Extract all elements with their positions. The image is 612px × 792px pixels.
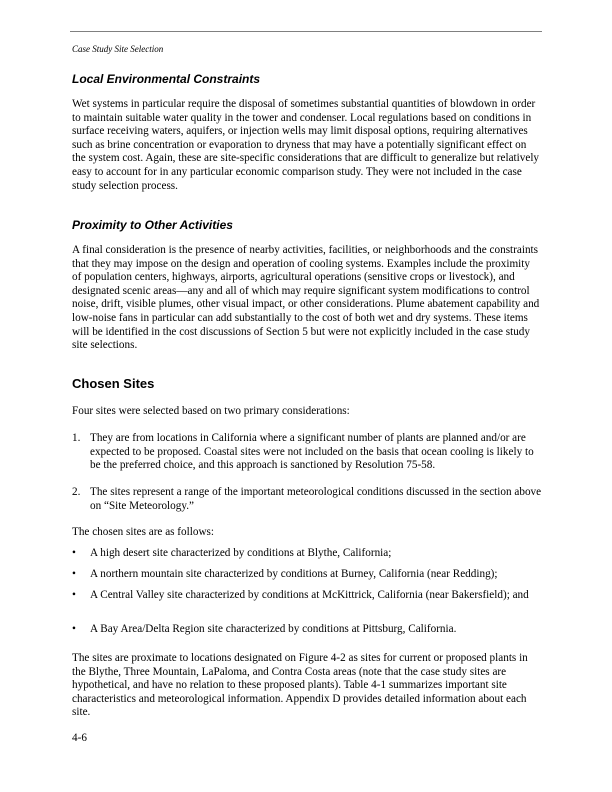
paragraph-local-environmental: Wet systems in particular require the disposal of sometimes substantial quantities of blowdown in order to maintain suitable water quality in the tower and condenser. Local regulations based on conditions in surface receiving waters, aquifers, or injection wells may limit disposal options, requiring alternatives such as brine concentration or evaporation to dryness that may have a potentially significant effect on the system cost. Again, these are site-specific considerations that are difficult to generalize but relatively easy to account for in any particular economic comparison study. They were not included in the case study selection process. [72, 98, 540, 192]
list-number: 1. [72, 432, 81, 444]
running-head: Case Study Site Selection [72, 44, 164, 54]
page-number: 4-6 [72, 732, 87, 744]
heading-local-environmental-constraints: Local Environmental Constraints [72, 72, 261, 86]
header-rule [70, 31, 542, 32]
bullet-item [72, 547, 542, 561]
heading-proximity: Proximity to Other Activities [72, 218, 233, 232]
list-item-text: A Central Valley site characterized by conditions at McKittrick, California (near Bakersfield); and [90, 589, 529, 601]
bullet-icon: • [72, 589, 76, 601]
list-item-text: A Bay Area/Delta Region site characterized by conditions at Pittsburg, California. [90, 623, 457, 635]
list-number: 2. [72, 486, 81, 498]
bullet-icon: • [72, 568, 76, 580]
list-item-text: A high desert site characterized by conditions at Blythe, California; [90, 547, 392, 559]
list-item-text: The sites represent a range of the important meteorological conditions discussed in the section above on “Site Meteorology.” [90, 486, 542, 512]
paragraph-proximity: A final consideration is the presence of nearby activities, facilities, or neighborhoods and the constraints that they may impose on the design and operation of cooling systems. Examples include the proximity of population centers, highways, airports, agricultural operations (sensitive crops or livestock), and designated scenic areas—any and all of which may require significant system modifications to control noise, drift, visible plumes, other visual impact, or other considerations. Plume abatement capability and low-noise fans in particular can add substantially to the cost of both wet and dry systems. These items will be identified in the cost discussions of Section 5 but were not explicitly included in the case study site selections. [72, 244, 540, 352]
bullet-item [72, 589, 542, 603]
bullet-item [72, 623, 542, 637]
paragraph-list-intro: The chosen sites are as follows: [72, 526, 214, 538]
bullet-icon: • [72, 547, 76, 559]
paragraph-chosen-intro: Four sites were selected based on two primary considerations: [72, 405, 350, 417]
heading-chosen-sites: Chosen Sites [72, 376, 155, 391]
list-item-text: A northern mountain site characterized by conditions at Burney, California (near Redding); [90, 568, 498, 580]
bullet-item [72, 568, 542, 582]
bullet-icon: • [72, 623, 76, 635]
numbered-item [72, 432, 542, 473]
list-item-text: They are from locations in California where a significant number of plants are planned and/or are expected to be proposed. Coastal sites were not included on the basis that ocean cooling is likely to be the preferred choice, and this approach is sanctioned by Resolution 75-58. [90, 432, 534, 472]
numbered-item [72, 486, 542, 513]
paragraph-closing: The sites are proximate to locations designated on Figure 4-2 as sites for current or proposed plants in the Blythe, Three Mountain, LaPaloma, and Contra Costa areas (note that the case study sites are hypothetical, and have no relation to these proposed plants). Table 4-1 summarizes important site characteristics and meteorological information. Appendix D provides detailed information about each site. [72, 652, 528, 719]
